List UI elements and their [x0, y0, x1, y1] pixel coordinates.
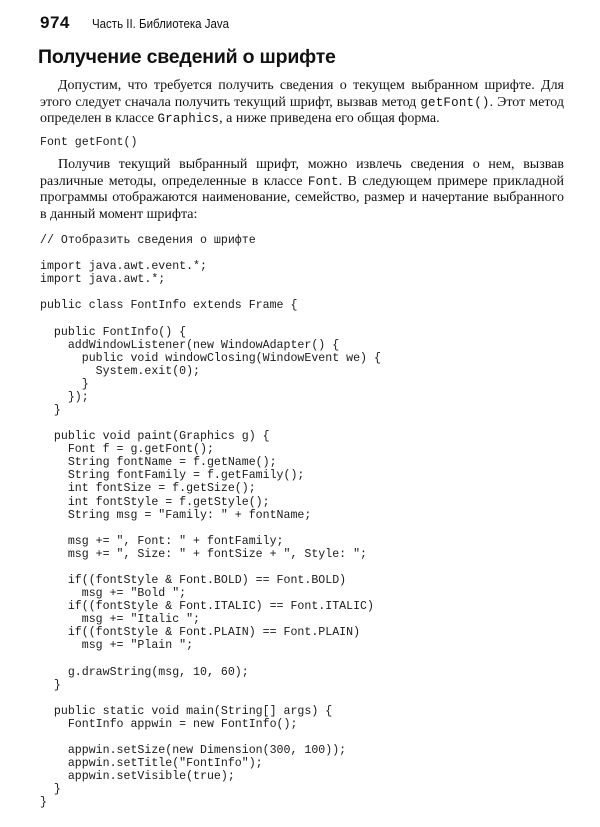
method-signature-code: Font getFont() — [40, 136, 138, 149]
intro-text-1: Допустим, что требуется получить сведения о текущем выбранном шрифте. Для этого следует сначала получить текущий шрифт, вызвав метод — [40, 78, 564, 110]
example-text-1: Получив текущий выбранный шрифт, можно извлечь сведения о нем, вызвав различные методы, определенные в классе — [40, 157, 564, 189]
section-title: Получение сведений о шрифте — [38, 46, 336, 68]
running-title: Часть II. Библиотека Java — [91, 17, 229, 31]
example-text-2: . В следующем примере прикладной программы отображаются наименование, семейство, размер и начертание выбранного в данный момент шрифта: — [40, 173, 564, 222]
inline-code-graphics: Graphics — [157, 112, 220, 127]
running-header — [40, 13, 241, 35]
intro-text-2: . Этот метод определен в классе — [40, 94, 564, 127]
intro-text-3: , а ниже приведена его общая форма. — [219, 111, 440, 127]
page-number: 974 — [40, 13, 70, 32]
example-paragraph — [40, 157, 564, 223]
code-listing: // Отобразить сведения о шрифте import java.awt.event.*; import java.awt.*; public class FontInfo extends Frame { public FontInfo() { addWindowListener(new WindowAdapter() { public void windowClosing(WindowEvent we) { System.exit(0); } }); } public void paint(Graphics g) { Font f = g.getFont(); String fontName = f.getName(); String fontFamily = f.getFamily(); int fontSize = f.getSize(); int fontStyle = f.getStyle(); String msg = "Family: " + fontName; msg += ", Font: " + fontFamily; msg += ", Size: " + fontSize + ", Style: "; if((fontStyle & Font.BOLD) == Font.BOLD) msg += "Bold "; if((fontStyle & Font.ITALIC) == Font.ITALIC) msg += "Italic "; if((fontStyle & Font.PLAIN) == Font.PLAIN) msg += "Plain "; g.drawString(msg, 10, 60); } public static void main(String[] args) { FontInfo appwin = new FontInfo(); appwin.setSize(new Dimension(300, 100)); appwin.setTitle("FontInfo"); appwin.setVisible(true); } } — [40, 234, 381, 810]
inline-code-getfont: getFont() — [420, 95, 490, 110]
intro-paragraph — [40, 78, 564, 128]
inline-code-font: Font — [307, 174, 339, 189]
